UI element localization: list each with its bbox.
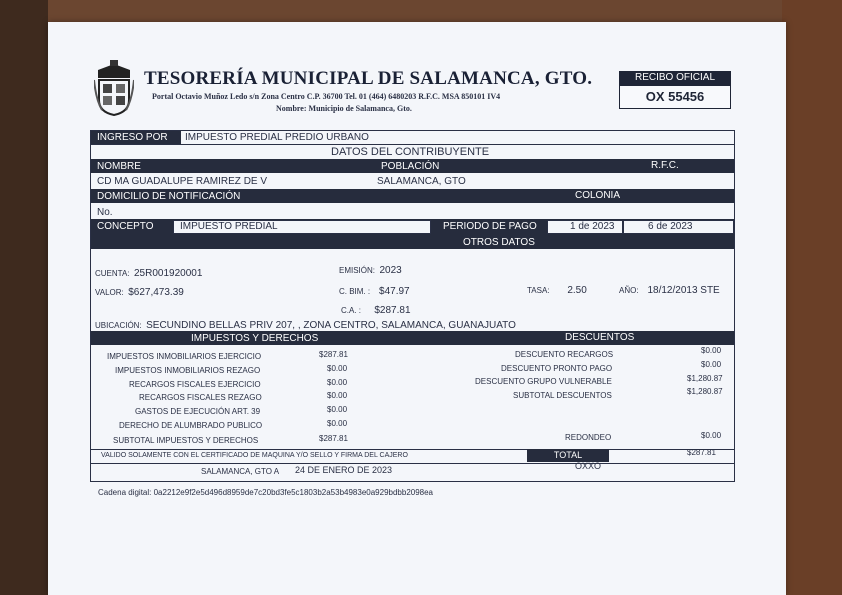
header-address: Portal Octavio Muñoz Ledo s/n Zona Centro C.P. 36700 Tel. 01 (464) 6480203 R.F.C. MSA 850101 IV4 (152, 92, 501, 101)
total-amount: $287.81 (687, 448, 716, 457)
recibo-number: OX 55456 (619, 85, 731, 109)
impuesto-label: RECARGOS FISCALES EJERCICIO (129, 380, 261, 389)
fecha-value: 24 DE ENERO DE 2023 (295, 465, 393, 475)
descuento-amount: $1,280.87 (687, 374, 723, 383)
impuesto-amount: $0.00 (327, 391, 348, 400)
impuesto-label: RECARGOS FISCALES REZAGO (139, 393, 262, 402)
descuentos-title: DESCUENTOS (565, 332, 635, 343)
impuesto-amount: $0.00 (327, 378, 348, 387)
ubicacion-label: UBICACIÓN: (95, 321, 142, 330)
descuento-label: DESCUENTO RECARGOS (515, 350, 614, 359)
anio-value: 18/12/2013 STE (647, 285, 720, 296)
cadena-value: 0a2212e9f2e5d496d8959de7c20bd3fe5c1803b2a53b4983e0a929bdbb2098ea (153, 488, 434, 497)
impuesto-label: IMPUESTOS INMOBILIARIOS EJERCICIO (107, 352, 262, 361)
impuesto-amount: $0.00 (327, 364, 348, 373)
receipt-paper (48, 22, 786, 595)
anio-label: AÑO: (619, 286, 639, 295)
subtotal-impuestos-label: SUBTOTAL IMPUESTOS Y DERECHOS (113, 436, 259, 445)
poblacion-label: POBLACIÓN (381, 161, 440, 172)
nombre-value: CD MA GUADALUPE RAMIREZ DE V (97, 176, 268, 187)
ubicacion-value: SECUNDINO BELLAS PRIV 207, , ZONA CENTRO, SALAMANCA, GUANAJUATO (146, 320, 516, 331)
impuestos-descuentos-bar (91, 331, 734, 345)
periodo-desde: 1 de 2023 (547, 220, 623, 234)
impuesto-amount: $0.00 (327, 419, 348, 428)
subtotal-descuentos-amount: $1,280.87 (687, 387, 723, 396)
impuesto-label: DERECHO DE ALUMBRADO PUBLICO (119, 421, 263, 430)
ca-label: C.A. : (341, 306, 362, 315)
total-label: TOTAL (527, 449, 609, 462)
poblacion-value: SALAMANCA, GTO (377, 176, 466, 187)
concepto-label: CONCEPTO (97, 221, 154, 232)
rfc-label: R.F.C. (651, 160, 679, 171)
descuento-amount: $0.00 (701, 360, 722, 369)
otros-bar (91, 235, 734, 249)
impuesto-label: GASTOS DE EJECUCIÓN ART. 39 (135, 407, 261, 416)
impuesto-amount: $0.00 (327, 405, 348, 414)
tasa-value: 2.50 (567, 285, 587, 296)
concepto-value: IMPUESTO PREDIAL (173, 220, 431, 234)
descuento-label: DESCUENTO GRUPO VULNERABLE (475, 377, 612, 386)
ingreso-label: INGRESO POR (91, 131, 181, 144)
cbim-label: C. BIM. : (339, 287, 371, 296)
table-surface-left (0, 0, 48, 595)
valido-text: VALIDO SOLAMENTE CON EL CERTIFICADO DE MAQUINA Y/O SELLO Y FIRMA DEL CAJERO (101, 452, 408, 459)
ca-value: $287.81 (374, 305, 411, 316)
subtotal-impuestos-amount: $287.81 (319, 434, 348, 443)
cuenta-value: 25R001920001 (133, 268, 203, 279)
table-surface-right (782, 0, 842, 595)
redondeo-amount: $0.00 (701, 431, 722, 440)
redondeo-label: REDONDEO (565, 433, 612, 442)
nombre-label: NOMBRE (97, 161, 141, 172)
ingreso-value: IMPUESTO PREDIAL PREDIO URBANO (185, 132, 369, 143)
tasa-label: TASA: (527, 286, 550, 295)
subtotal-descuentos-label: SUBTOTAL DESCUENTOS (513, 391, 612, 400)
coat-of-arms-icon (94, 60, 134, 116)
cadena-label: Cadena digital: (98, 488, 152, 497)
no-label: No. (97, 207, 113, 218)
impuesto-label: IMPUESTOS INMOBILIARIOS REZAGO (115, 366, 261, 375)
periodo-hasta: 6 de 2023 (623, 220, 734, 234)
domicilio-header-bar (91, 189, 734, 203)
recibo-label: RECIBO OFICIAL (619, 71, 731, 85)
periodo-label: PERIODO DE PAGO (443, 221, 537, 232)
domicilio-label: DOMICILIO DE NOTIFICACIÓN (97, 191, 241, 202)
emision-value: 2023 (379, 265, 402, 276)
emision-label: EMISIÓN: (339, 266, 376, 275)
descuento-label: DESCUENTO PRONTO PAGO (501, 364, 613, 373)
oxxo-label: OXXO (575, 461, 602, 471)
receipt-table (90, 130, 735, 482)
datos-title: DATOS DEL CONTRIBUYENTE (331, 146, 490, 158)
descuento-amount: $0.00 (701, 346, 722, 355)
colonia-label: COLONIA (575, 190, 621, 201)
valor-value: $627,473.39 (128, 287, 184, 298)
cbim-value: $47.97 (379, 286, 410, 297)
impuestos-title: IMPUESTOS Y DERECHOS (191, 333, 319, 344)
header-title: TESORERÍA MUNICIPAL DE SALAMANCA, GTO. (144, 68, 593, 89)
impuesto-amount: $287.81 (319, 350, 348, 359)
cuenta-label: CUENTA: (95, 269, 130, 278)
lugar-label: SALAMANCA, GTO A (201, 467, 280, 476)
otros-title: OTROS DATOS (463, 237, 535, 248)
contribuyente-header-bar (91, 159, 734, 173)
header-name-line: Nombre: Municipio de Salamanca, Gto. (276, 104, 412, 113)
valor-label: VALOR: (95, 288, 124, 297)
